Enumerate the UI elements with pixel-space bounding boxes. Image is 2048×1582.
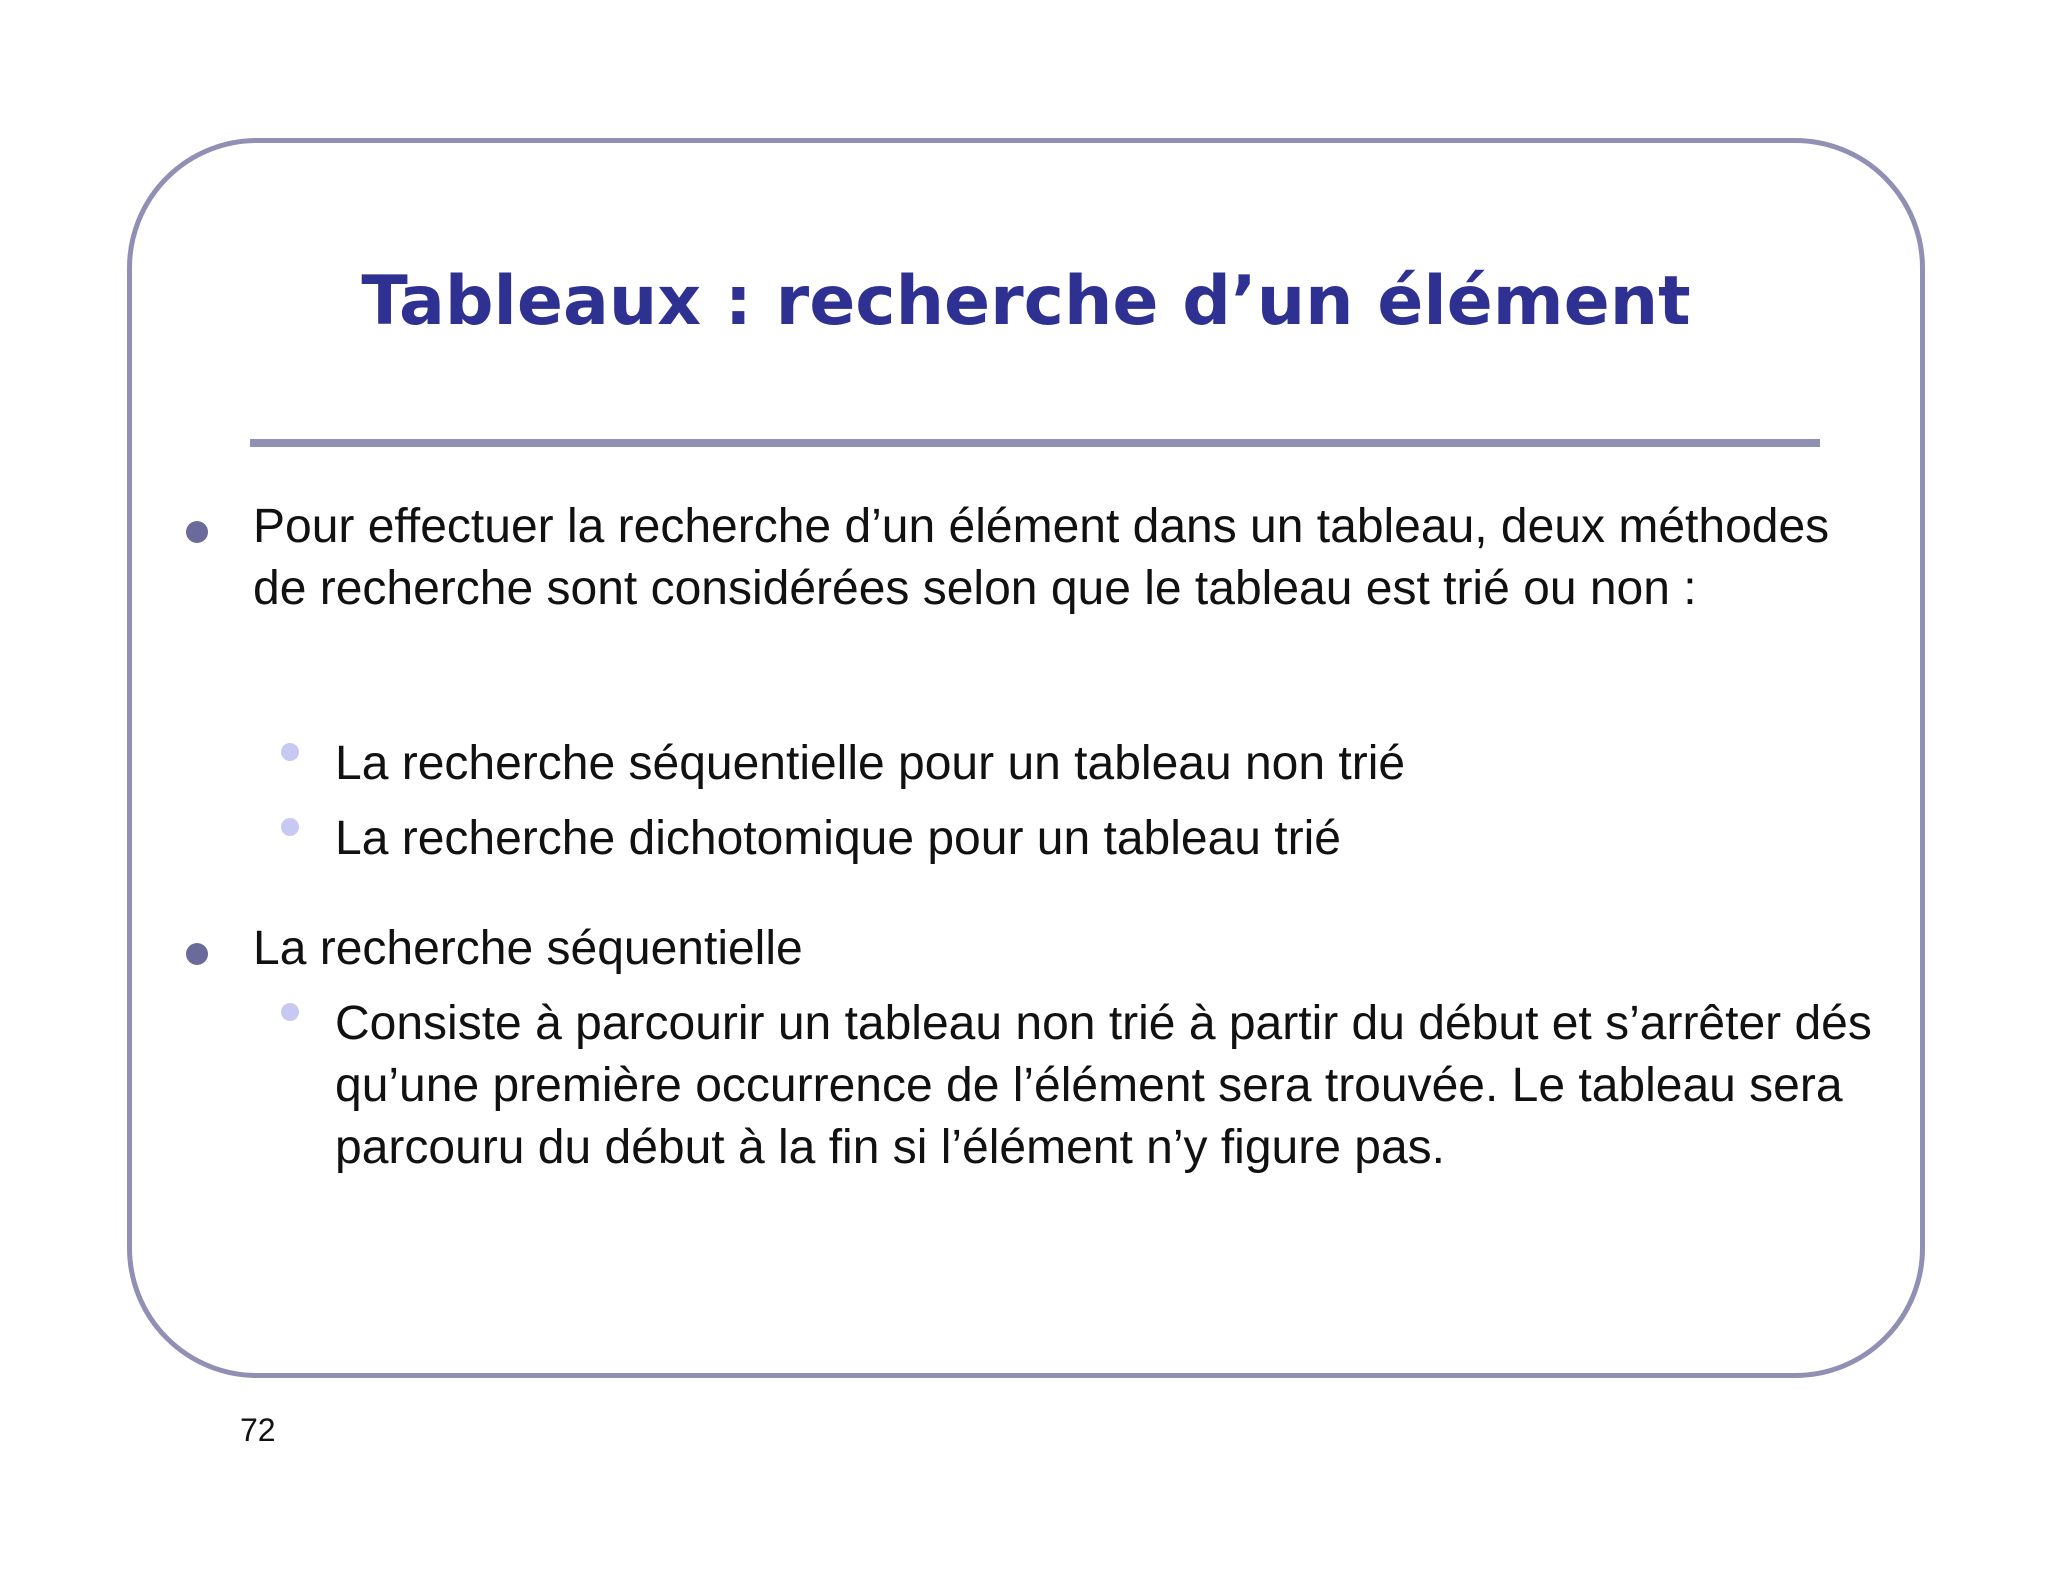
sub-bullet-dot-icon bbox=[281, 818, 299, 836]
slide-title: Tableaux : recherche d’un élément bbox=[361, 262, 1691, 341]
bullet-dot-icon bbox=[186, 521, 208, 543]
sub-bullet-item-1-1: La recherche séquentielle pour un tableau non trié bbox=[335, 737, 1406, 790]
sub-bullet-item-2-1: Consiste à parcourir un tableau non trié à partir du début et s’arrêter dés qu’une première occurrence de l’élément sera trouvée. Le tableau sera parcouru du début à la fin si l’élément n’y figure pas. bbox=[335, 997, 1872, 1174]
bullet-item-2: La recherche séquentielle bbox=[253, 922, 803, 975]
sub-bullet-dot-icon bbox=[281, 743, 299, 761]
page-number: 72 bbox=[240, 1412, 276, 1448]
sub-bullet-item-1-2: La recherche dichotomique pour un tableau trié bbox=[335, 812, 1341, 865]
bullet-item-1: Pour effectuer la recherche d’un élément dans un tableau, deux méthodes de recherche sont considérées selon que le tableau est trié ou non : bbox=[253, 500, 1830, 615]
sub-bullet-dot-icon bbox=[281, 1003, 299, 1021]
title-divider bbox=[250, 439, 1820, 447]
bullet-dot-icon bbox=[186, 943, 208, 965]
